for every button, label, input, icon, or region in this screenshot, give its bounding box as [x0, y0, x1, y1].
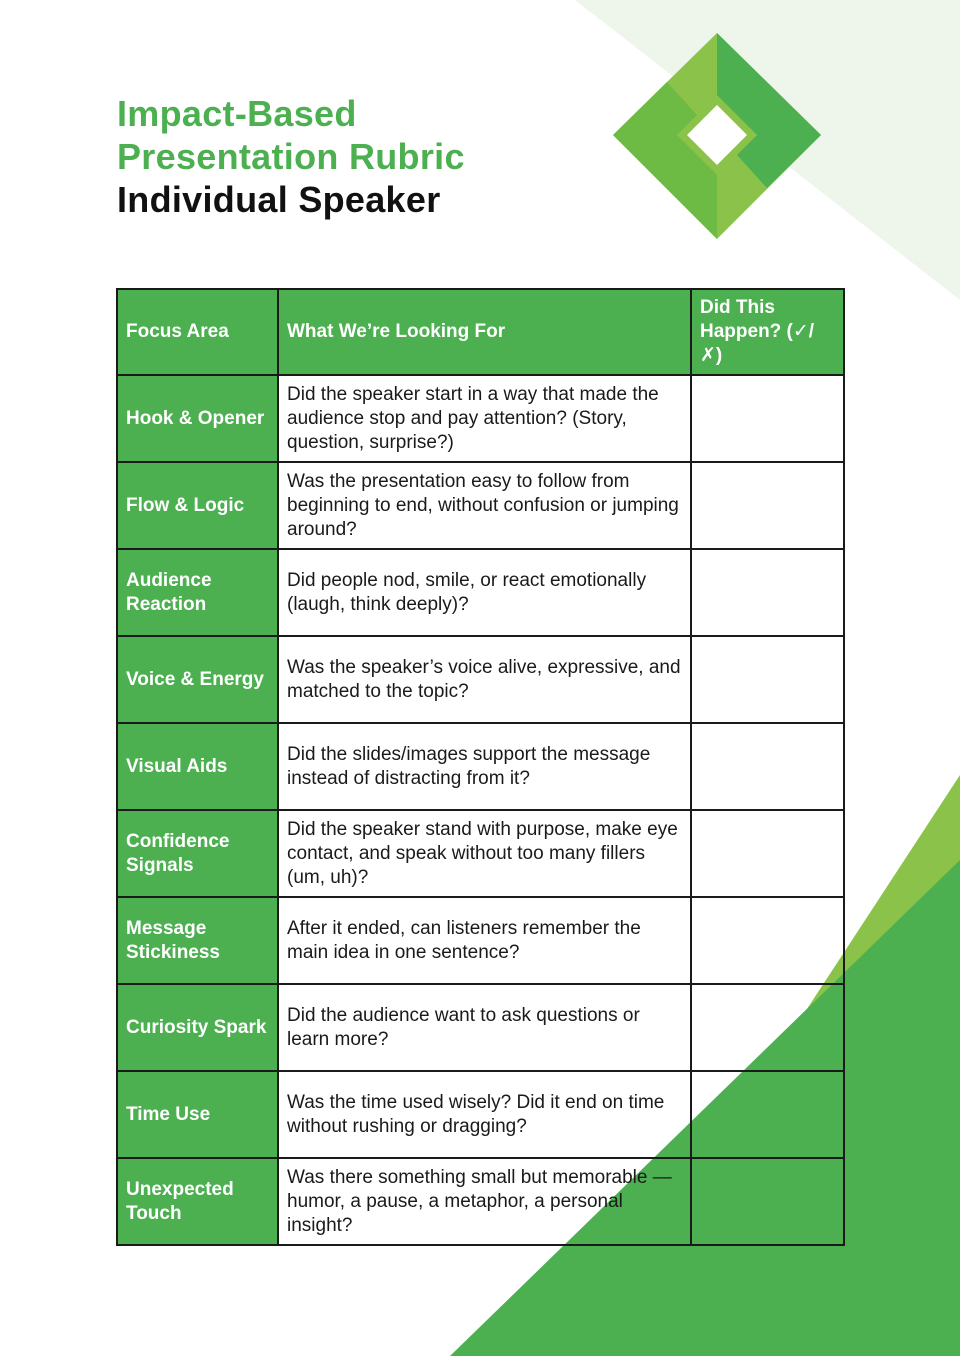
criteria-cell: Was there something small but memorable — humor, a pause, a metaphor, a personal insight? — [278, 1158, 691, 1245]
table-row — [117, 897, 844, 984]
focus-area-cell: Audience Reaction — [117, 549, 278, 636]
table-row — [117, 375, 844, 462]
check-cell[interactable] — [691, 984, 844, 1071]
criteria-cell: Was the presentation easy to follow from beginning to end, without confusion or jumping around? — [278, 462, 691, 549]
table-row — [117, 636, 844, 723]
criteria-cell: Did the speaker stand with purpose, make eye contact, and speak without too many fillers (um, uh)? — [278, 810, 691, 897]
focus-area-cell: Hook & Opener — [117, 375, 278, 462]
header-did-this-happen: Did This Happen? (✓/✗) — [691, 289, 844, 375]
title-block — [117, 92, 465, 221]
header-what-looking-for: What We’re Looking For — [278, 289, 691, 375]
table-row — [117, 462, 844, 549]
check-cell[interactable] — [691, 462, 844, 549]
title-line-1: Impact-Based — [117, 93, 357, 134]
table-header-row — [117, 289, 844, 375]
rubric-table — [116, 288, 845, 1246]
criteria-cell: Did the speaker start in a way that made the audience stop and pay attention? (Story, question, surprise?) — [278, 375, 691, 462]
table-row — [117, 984, 844, 1071]
logo-diamond-icon — [612, 28, 822, 242]
focus-area-cell: Voice & Energy — [117, 636, 278, 723]
table-row — [117, 1158, 844, 1245]
focus-area-cell: Curiosity Spark — [117, 984, 278, 1071]
check-cell[interactable] — [691, 723, 844, 810]
title-line-2: Presentation Rubric — [117, 136, 465, 177]
check-cell[interactable] — [691, 549, 844, 636]
criteria-cell: After it ended, can listeners remember the main idea in one sentence? — [278, 897, 691, 984]
subtitle: Individual Speaker — [117, 179, 441, 220]
check-cell[interactable] — [691, 636, 844, 723]
focus-area-cell: Flow & Logic — [117, 462, 278, 549]
focus-area-cell: Confidence Signals — [117, 810, 278, 897]
focus-area-cell: Unexpected Touch — [117, 1158, 278, 1245]
focus-area-cell: Message Stickiness — [117, 897, 278, 984]
table-row — [117, 810, 844, 897]
criteria-cell: Was the time used wisely? Did it end on time without rushing or dragging? — [278, 1071, 691, 1158]
criteria-cell: Was the speaker’s voice alive, expressive, and matched to the topic? — [278, 636, 691, 723]
check-cell[interactable] — [691, 810, 844, 897]
check-cell[interactable] — [691, 375, 844, 462]
check-cell[interactable] — [691, 1158, 844, 1245]
table-row — [117, 723, 844, 810]
focus-area-cell: Time Use — [117, 1071, 278, 1158]
criteria-cell: Did the audience want to ask questions or learn more? — [278, 984, 691, 1071]
check-cell[interactable] — [691, 897, 844, 984]
table-row — [117, 1071, 844, 1158]
focus-area-cell: Visual Aids — [117, 723, 278, 810]
check-cell[interactable] — [691, 1071, 844, 1158]
header-focus-area: Focus Area — [117, 289, 278, 375]
table-row — [117, 549, 844, 636]
criteria-cell: Did people nod, smile, or react emotionally (laugh, think deeply)? — [278, 549, 691, 636]
criteria-cell: Did the slides/images support the message instead of distracting from it? — [278, 723, 691, 810]
